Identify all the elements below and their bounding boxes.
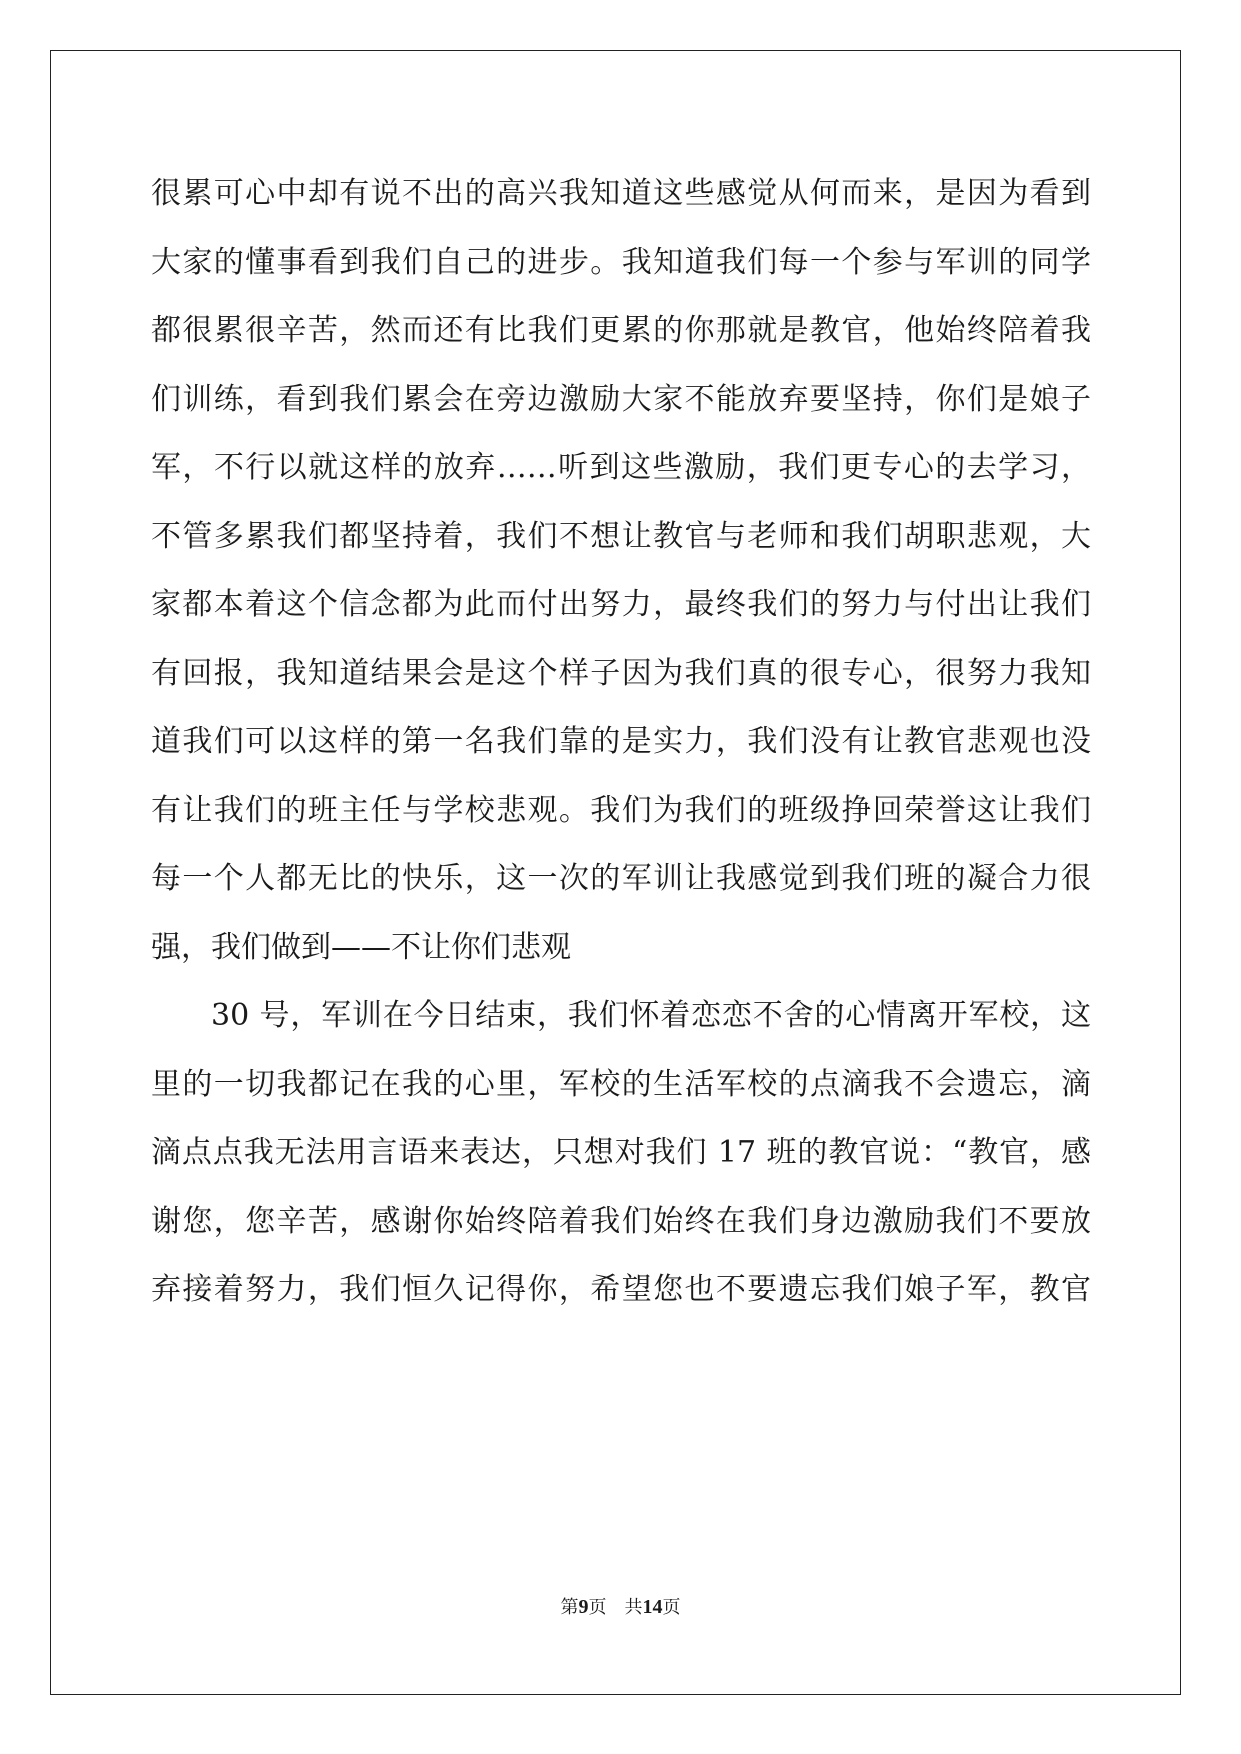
text-line: 都很累很辛苦，然而还有比我们更累的你那就是教官，他始终陪着我: [151, 313, 1091, 348]
page-number: 9: [578, 1596, 589, 1618]
total-prefix: 共: [624, 1597, 643, 1618]
document-body: [151, 160, 1091, 1325]
text-line: 谢您，您辛苦，感谢你始终陪着我们始终在我们身边激励我们不要放: [151, 1203, 1091, 1239]
text-line: 里的一切我都记在我的心里，军校的生活军校的点滴我不会遗忘，滴: [151, 1066, 1091, 1102]
text-line: 军，不行以就这样的放弃……听到这些激励，我们更专心的去学习，: [151, 450, 1091, 485]
text-line: 道我们可以这样的第一名我们靠的是实力，我们没有让教官悲观也没: [151, 724, 1091, 759]
paragraph-2: [151, 982, 1091, 1325]
text-line: 不管多累我们都坚持着，我们不想让教官与老师和我们胡职悲观，大: [151, 518, 1091, 554]
page-suffix: 页: [588, 1597, 607, 1618]
text-line: 有回报，我知道结果会是这个样子因为我们真的很专心，很努力我知: [151, 655, 1091, 691]
text-line: 30 号，军训在今日结束，我们怀着恋恋不舍的心情离开军校，这: [211, 998, 1091, 1033]
text-line: 们训练，看到我们累会在旁边激励大家不能放弃要坚持，你们是娘子: [151, 381, 1091, 417]
page-prefix: 第: [560, 1597, 579, 1618]
text-line: 强，我们做到——不让你们悲观: [151, 929, 571, 965]
text-line: 大家的懂事看到我们自己的进步。我知道我们每一个参与军训的同学: [151, 244, 1091, 280]
total-suffix: 页: [662, 1597, 681, 1618]
page-footer: [0, 1593, 1241, 1619]
text-line: 滴点点我无法用言语来表达，只想对我们 17 班的教官说：“教官，感: [151, 1135, 1091, 1170]
text-line: 家都本着这个信念都为此而付出努力，最终我们的努力与付出让我们: [151, 587, 1091, 622]
text-line: 有让我们的班主任与学校悲观。我们为我们的班级挣回荣誉这让我们: [151, 792, 1091, 828]
text-line: 很累可心中却有说不出的高兴我知道这些感觉从何而来，是因为看到: [151, 176, 1091, 211]
total-pages: 14: [642, 1596, 663, 1618]
paragraph-1: [151, 160, 1091, 982]
text-line: 每一个人都无比的快乐，这一次的军训让我感觉到我们班的凝合力很: [151, 861, 1091, 896]
text-line: 弃接着努力，我们恒久记得你，希望您也不要遗忘我们娘子军，教官: [151, 1272, 1091, 1307]
